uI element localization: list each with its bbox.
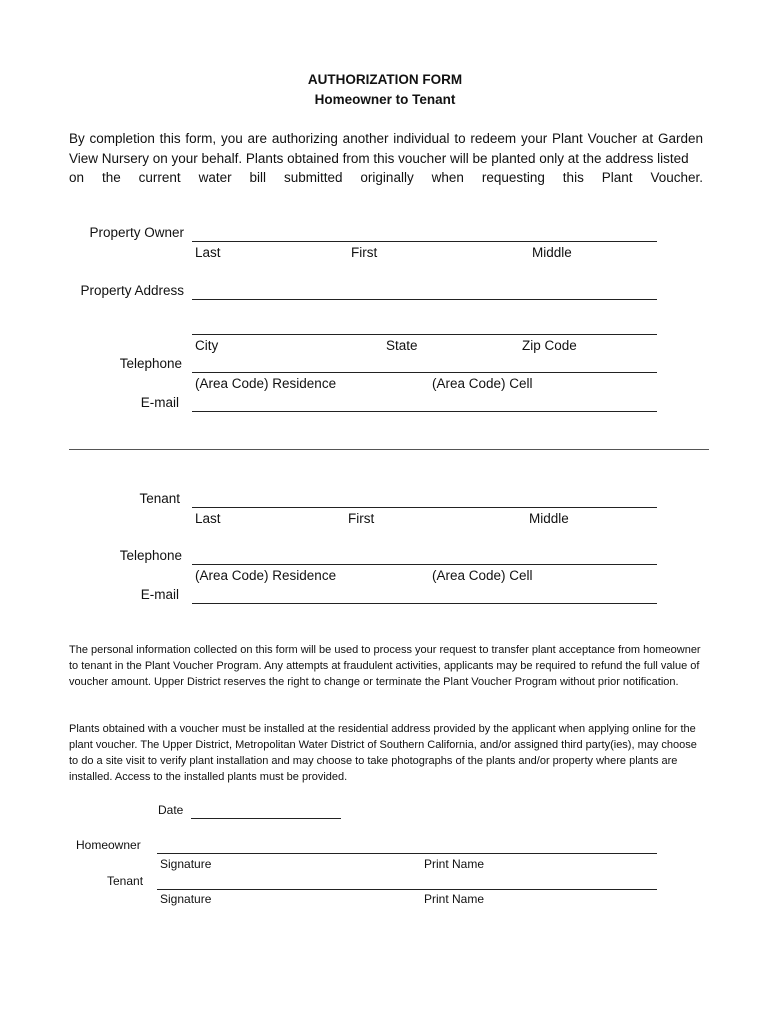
tenant-first-caption: First bbox=[348, 511, 375, 526]
intro-paragraph bbox=[69, 129, 703, 188]
homeowner-signature-label: Homeowner bbox=[76, 838, 141, 852]
tenant-telephone-label: Telephone bbox=[119, 548, 182, 563]
intro-line-3: on the current water bill submitted originally when requesting this Plant Voucher. bbox=[69, 170, 703, 185]
tenant-label: Tenant bbox=[139, 491, 180, 506]
section-divider bbox=[69, 449, 709, 450]
date-label: Date bbox=[158, 803, 184, 817]
tenant-signature-field[interactable] bbox=[157, 889, 657, 890]
tenant-signature-label: Tenant bbox=[107, 874, 144, 888]
property-address-label: Property Address bbox=[80, 283, 184, 298]
property-address-field[interactable] bbox=[192, 299, 657, 300]
state-caption: State bbox=[386, 338, 418, 353]
tenant-middle-caption: Middle bbox=[529, 511, 569, 526]
owner-telephone-label: Telephone bbox=[119, 356, 182, 371]
property-owner-label: Property Owner bbox=[89, 225, 184, 240]
tenant-signature-caption: Signature bbox=[160, 892, 212, 906]
installation-notice: Plants obtained with a voucher must be installed at the residential address provided by the applicant when applying online for the plant voucher. The Upper District, Metropolitan Water District of Southern California, and/or assigned third party(ies), may choose to do a site visit to verify plant installation and may choose to take photographs of the plants and/or property where plants are installed. Access to the installed plants must be provided. bbox=[69, 723, 697, 783]
tenant-name-field[interactable] bbox=[192, 507, 657, 508]
tenant-cell-caption: (Area Code) Cell bbox=[432, 568, 533, 583]
owner-residence-caption: (Area Code) Residence bbox=[195, 376, 337, 391]
privacy-notice: The personal information collected on this form will be used to process your request to transfer plant acceptance from homeowner to tenant in the Plant Voucher Program. Any attempts at fraudulent activities, applicants may be required to refund the full value of voucher amount. Upper District reserves the right to change or terminate the Plant Voucher Program without prior notification. bbox=[69, 644, 701, 688]
form-title: AUTHORIZATION FORM bbox=[307, 72, 463, 87]
city-caption: City bbox=[195, 338, 219, 353]
homeowner-signature-caption: Signature bbox=[160, 857, 212, 871]
owner-email-field[interactable] bbox=[192, 411, 657, 412]
tenant-last-caption: Last bbox=[195, 511, 221, 526]
tenant-telephone-field[interactable] bbox=[192, 564, 657, 565]
intro-line-1: By completion this form, you are authorizing another individual to redeem your Plant Voucher at Garden bbox=[69, 131, 703, 146]
form-subtitle: Homeowner to Tenant bbox=[314, 92, 456, 107]
owner-cell-caption: (Area Code) Cell bbox=[432, 376, 533, 391]
owner-last-caption: Last bbox=[195, 245, 221, 260]
homeowner-print-name-caption: Print Name bbox=[424, 857, 485, 871]
property-owner-field[interactable] bbox=[192, 241, 657, 242]
owner-email-label: E-mail bbox=[140, 395, 179, 410]
owner-telephone-field[interactable] bbox=[192, 372, 657, 373]
zip-code-caption: Zip Code bbox=[522, 338, 577, 353]
homeowner-signature-field[interactable] bbox=[157, 853, 657, 854]
tenant-email-label: E-mail bbox=[140, 587, 179, 602]
tenant-email-field[interactable] bbox=[192, 603, 657, 604]
date-field[interactable] bbox=[191, 818, 341, 819]
intro-line-2: View Nursery on your behalf. Plants obtained from this voucher will be planted only at the address listed bbox=[69, 150, 689, 166]
owner-middle-caption: Middle bbox=[532, 245, 572, 260]
tenant-residence-caption: (Area Code) Residence bbox=[195, 568, 337, 583]
owner-first-caption: First bbox=[351, 245, 378, 260]
tenant-print-name-caption: Print Name bbox=[424, 892, 485, 906]
property-address-city-field[interactable] bbox=[192, 334, 657, 335]
